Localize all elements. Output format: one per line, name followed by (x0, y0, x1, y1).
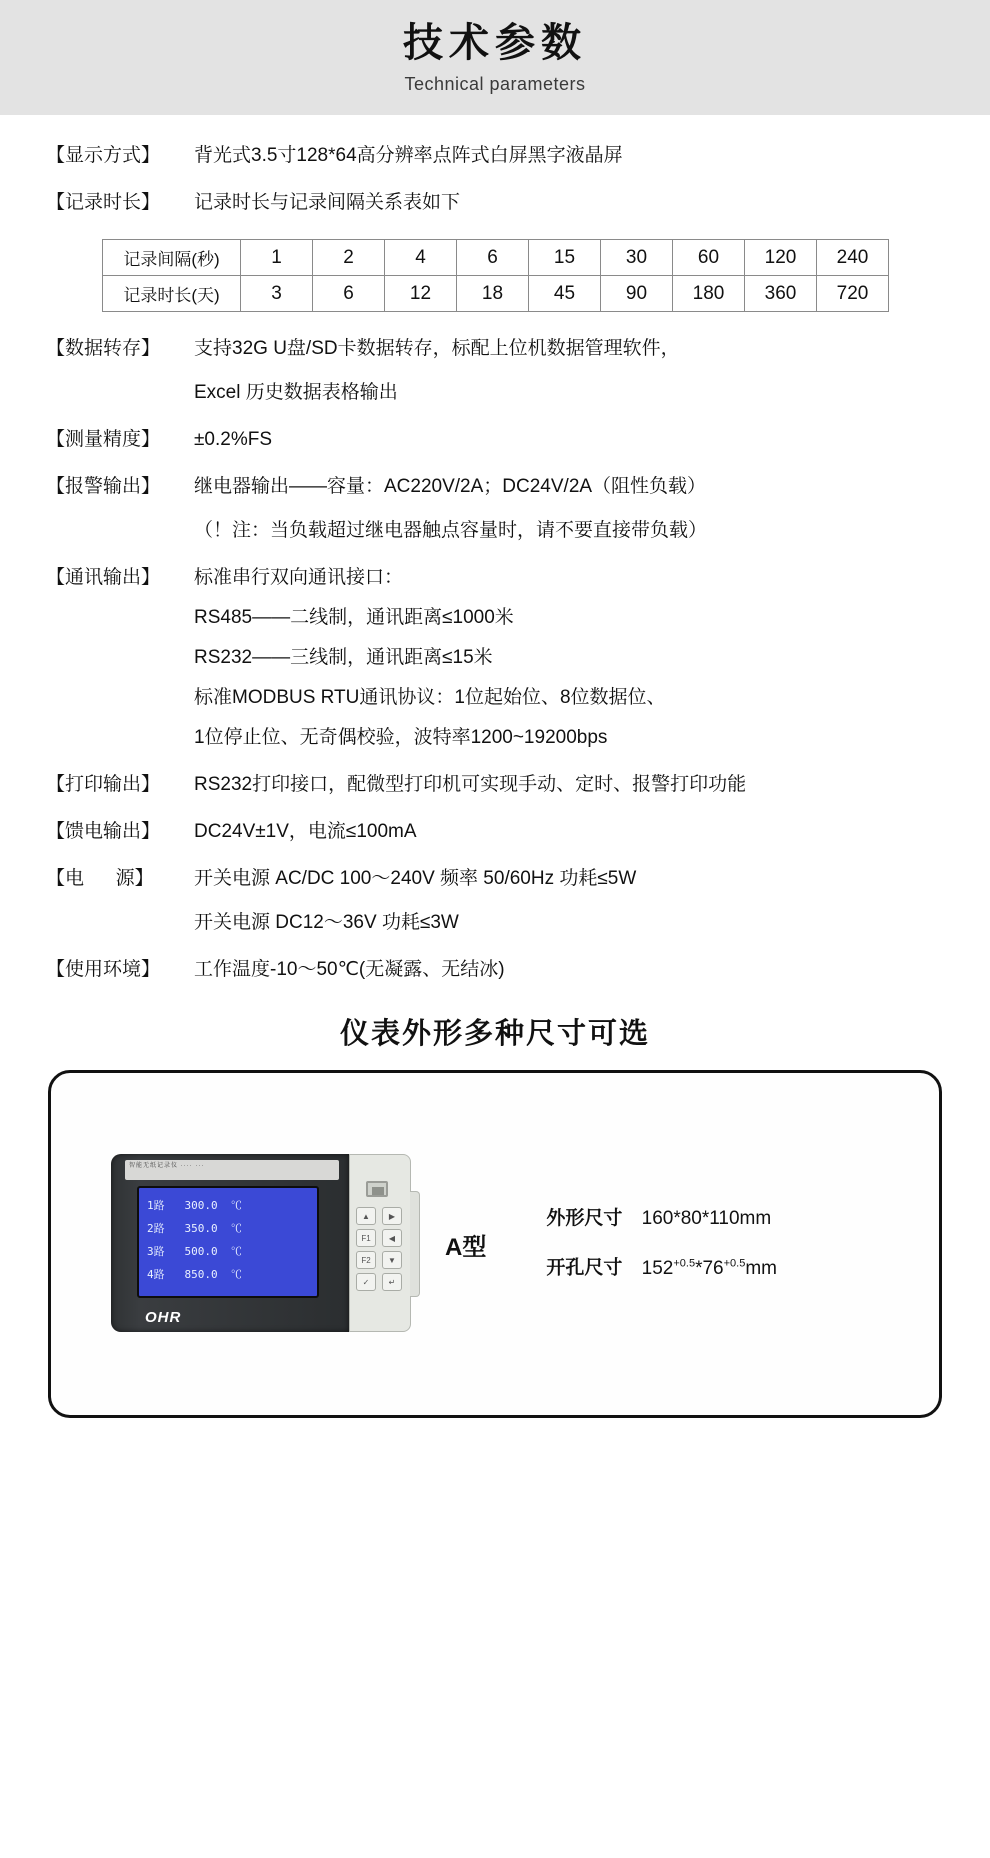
key-down[interactable]: ▼ (382, 1251, 402, 1269)
spec-line: DC24V±1V，电流≤100mA (194, 821, 417, 842)
spec-label: 【馈电输出】 (46, 821, 161, 842)
spec-label: 【显示方式】 (46, 145, 161, 166)
device-top-label: 智能无纸记录仪 ···· ··· (125, 1160, 339, 1180)
table-cell: 2 (313, 240, 385, 276)
spec-value (194, 425, 944, 455)
screen-line: 3路 500.0 ℃ (147, 1245, 242, 1258)
device-control-panel (349, 1154, 411, 1332)
spec-row-print-output (46, 770, 944, 800)
table-cell: 240 (817, 240, 889, 276)
spec-line: 开关电源 DC12〜36V 功耗≤3W (194, 912, 459, 933)
spec-value (194, 817, 944, 847)
page-title: 技术参数 (403, 21, 587, 65)
screen-line: 4路 850.0 ℃ (147, 1268, 242, 1281)
spec-row-display (46, 141, 944, 171)
spec-row-data-transfer (46, 334, 944, 408)
dimension-name: 开孔尺寸 (546, 1257, 623, 1279)
spec-line: 标准串行双向通讯接口： (194, 567, 404, 588)
usb-port-icon (366, 1181, 388, 1197)
table-cell: 180 (673, 276, 745, 312)
spec-line: Excel 历史数据表格输出 (194, 382, 398, 403)
table-cell: 12 (385, 276, 457, 312)
spec-line: ±0.2%FS (194, 429, 273, 450)
table-cell: 15 (529, 240, 601, 276)
table-cell: 18 (457, 276, 529, 312)
spec-line: 1位停止位、无奇偶校验，波特率1200~19200bps (194, 727, 608, 748)
spec-label: 【报警输出】 (46, 476, 161, 497)
table-row (103, 240, 889, 276)
key-f2[interactable]: F2 (356, 1251, 376, 1269)
spec-label: 【记录时长】 (46, 192, 161, 213)
table-cell: 3 (241, 276, 313, 312)
screen-line: 1路 300.0 ℃ (147, 1199, 242, 1212)
page-subtitle: Technical parameters (404, 74, 586, 94)
spec-value (194, 563, 944, 753)
device-body (111, 1154, 349, 1332)
table-cell: 45 (529, 276, 601, 312)
device-side-tab (410, 1191, 420, 1297)
spec-value (194, 141, 944, 171)
table-row-header: 记录时长(天) (103, 276, 241, 312)
spec-value (194, 864, 944, 938)
record-table-wrap (46, 235, 944, 334)
spec-value (194, 334, 944, 408)
spec-row-record-duration (46, 188, 944, 218)
table-cell: 4 (385, 240, 457, 276)
table-cell: 6 (457, 240, 529, 276)
table-row (103, 276, 889, 312)
spec-value (194, 770, 944, 800)
key-up[interactable]: ▲ (356, 1207, 376, 1225)
spec-line: RS232打印接口，配微型打印机可实现手动、定时、报警打印功能 (194, 774, 747, 795)
table-row-header: 记录间隔(秒) (103, 240, 241, 276)
spec-line: 开关电源 AC/DC 100〜240V 频率 50/60Hz 功耗≤5W (194, 868, 637, 889)
device-illustration (111, 1154, 411, 1334)
key-confirm[interactable]: ✓ (356, 1273, 376, 1291)
spec-line: RS232——三线制，通讯距离≤15米 (194, 647, 493, 668)
spec-label: 【电 源】 (46, 868, 154, 889)
dimension-list (546, 1197, 777, 1290)
spec-line: 继电器输出——容量：AC220V/2A；DC24V/2A（阻性负载） (194, 476, 707, 497)
spec-line: 标准MODBUS RTU通讯协议：1位起始位、8位数据位、 (194, 687, 666, 708)
key-enter[interactable]: ↵ (382, 1273, 402, 1291)
product-section-title: 仪表外形多种尺寸可选 (339, 1018, 650, 1050)
device-lcd-screen (137, 1186, 319, 1298)
page-header (0, 0, 990, 115)
table-cell: 30 (601, 240, 673, 276)
spec-row-feed-output (46, 817, 944, 847)
spec-list (0, 115, 990, 985)
screen-line: 2路 350.0 ℃ (147, 1222, 242, 1235)
spec-line: RS485——二线制，通讯距离≤1000米 (194, 607, 514, 628)
table-cell: 60 (673, 240, 745, 276)
spec-row-accuracy (46, 425, 944, 455)
spec-row-communication (46, 563, 944, 753)
table-cell: 90 (601, 276, 673, 312)
dimension-row (546, 1241, 777, 1290)
brand-logo: OHR (145, 1309, 182, 1326)
table-cell: 120 (745, 240, 817, 276)
spec-label: 【数据转存】 (46, 338, 161, 359)
dimension-value: 160*80*110mm (641, 1208, 772, 1230)
key-left[interactable]: ◀ (382, 1229, 402, 1247)
spec-line: 记录时长与记录间隔关系表如下 (194, 192, 461, 213)
spec-label: 【测量精度】 (46, 429, 161, 450)
spec-row-environment (46, 955, 944, 985)
spec-label: 【打印输出】 (46, 774, 161, 795)
spec-line: 工作温度-10〜50℃(无凝露、无结冰) (194, 959, 505, 980)
spec-value (194, 955, 944, 985)
spec-label: 【通讯输出】 (46, 567, 161, 588)
record-interval-table (102, 239, 889, 312)
spec-row-alarm-output (46, 472, 944, 546)
spec-value (194, 472, 944, 546)
spec-row-power-supply (46, 864, 944, 938)
dimension-name: 外形尺寸 (546, 1208, 623, 1230)
spec-line: 背光式3.5寸128*64高分辨率点阵式白屏黑字液晶屏 (194, 145, 623, 166)
spec-value (194, 188, 944, 218)
table-cell: 6 (313, 276, 385, 312)
product-panel (48, 1070, 942, 1418)
table-cell: 360 (745, 276, 817, 312)
key-f1[interactable]: F1 (356, 1229, 376, 1247)
table-cell: 720 (817, 276, 889, 312)
table-cell: 1 (241, 240, 313, 276)
dimension-row (546, 1197, 777, 1241)
spec-label: 【使用环境】 (46, 959, 161, 980)
spec-line: 支持32G U盘/SD卡数据转存，标配上位机数据管理软件， (194, 338, 680, 359)
device-keypad (356, 1207, 408, 1291)
spec-line: （！注：当负载超过继电器触点容量时，请不要直接带负载） (194, 520, 708, 541)
model-label: A型 (445, 1233, 487, 1261)
dimension-value: $152^{+0.5}*76^{+0.5}mm$ (641, 1257, 777, 1279)
key-right[interactable]: ▶ (382, 1207, 402, 1225)
